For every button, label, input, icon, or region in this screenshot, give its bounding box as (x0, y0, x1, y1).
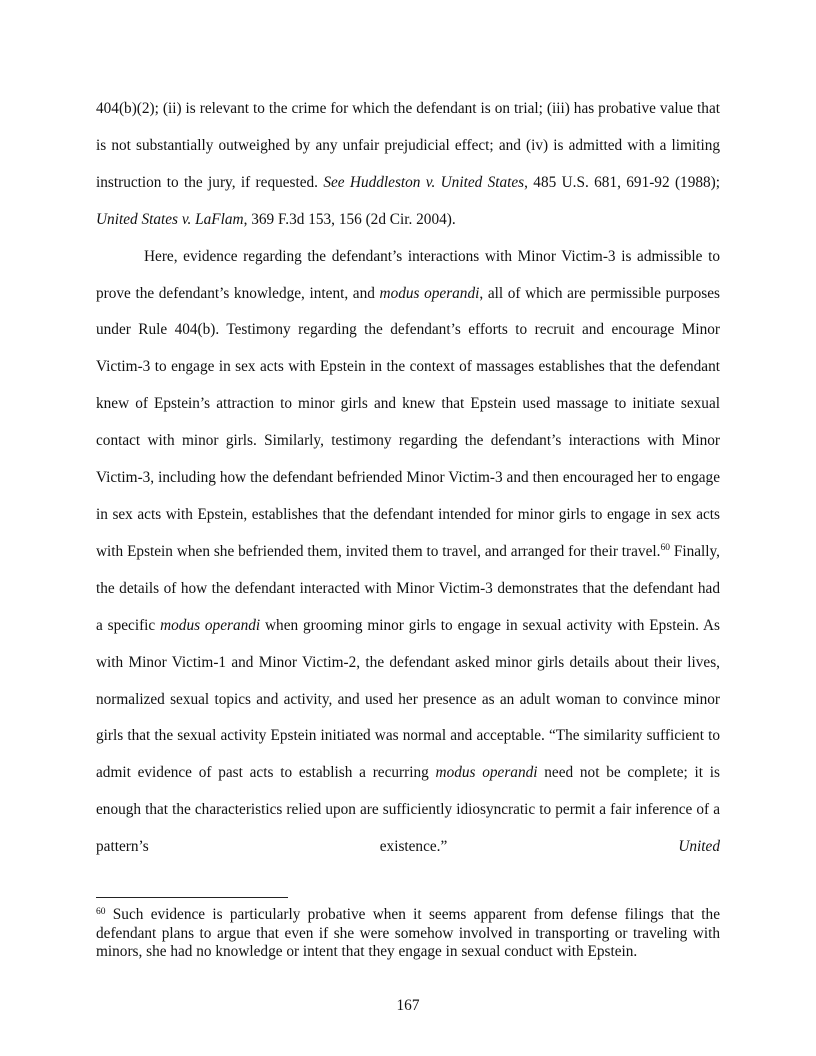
footnote (96, 906, 720, 962)
footnote-number: 60 (96, 907, 106, 917)
case-citation: United States v. LaFlam (96, 210, 244, 228)
italic-term: modus operandi (160, 616, 261, 634)
italic-term: modus operandi (379, 284, 480, 302)
paragraph-continuation (96, 91, 720, 239)
footnote-text: Such evidence is particularly probative when it seems apparent from defense filings that the defendant plans to argue that even if she were somehow involved in transporting or traveling with minors, she had no knowledge or intent that they engage in sexual conduct with Epstein. (96, 906, 720, 961)
italic-term: modus operandi (435, 764, 538, 782)
page-number: 167 (396, 997, 420, 1014)
paragraph-main (96, 239, 720, 866)
paragraph-text: , 369 F.3d 153, 156 (2d Cir. 2004). (243, 210, 456, 228)
case-citation: See Huddleston v. United States (323, 173, 525, 191)
paragraph-text: need not be complete; it is enough that the characteristics relied upon are sufficiently idiosyncratic to permit a fair inference of a pattern’s existence.” (96, 764, 720, 856)
paragraph-text: when grooming minor girls to engage in sexual activity with Epstein. As with Minor Victim-1 and Minor Victim-2, the defendant asked minor girls details about their lives, normalized sexual topics and activity, and used her presence as an adult woman to convince minor girls that the sexual activity Epstein initiated was normal and acceptable. “The similarity sufficient to admit evidence of past acts to establish a recurring (96, 616, 720, 782)
footnote-reference: 60 (660, 542, 670, 553)
paragraph-text: , 485 U.S. 681, 691-92 (1988); (524, 173, 720, 191)
case-citation-start: United (678, 838, 720, 856)
paragraph-text: , all of which are permissible purposes under Rule 404(b). Testimony regarding the defendant’s efforts to recruit and encourage Minor Victim-3 to engage in sex acts with Epstein in the context of massages establishes that the defendant knew of Epstein’s attraction to minor girls and knew that Epstein used massage to initiate sexual contact with minor girls. Similarly, testimony regarding the defendant’s interactions with Minor Victim-3, including how the defendant befriended Minor Victim-3 and then encouraged her to engage in sex acts with Epstein, establishes that the defendant intended for minor girls to engage in sex acts with Epstein when she befriended them, invited them to travel, and arranged for their travel. (96, 284, 720, 560)
paragraph-text: Finally, the details of how the defendant interacted with Minor Victim-3 demonstrates that the defendant had a specific (96, 542, 721, 634)
paragraph-text: 404(b)(2); (ii) is relevant to the crime for which the defendant is on trial; (iii) has probative value that is not substantially outweighed by any unfair prejudicial effect; and (iv) is admitted with a limiting instruction to the jury, if requested. (96, 100, 720, 191)
footnote-divider (96, 897, 288, 898)
body-text (96, 91, 720, 866)
paragraph-text: Here, evidence regarding the defendant’s interactions with Minor Victim-3 is admissible to prove the defendant’s knowledge, intent, and (96, 247, 720, 302)
